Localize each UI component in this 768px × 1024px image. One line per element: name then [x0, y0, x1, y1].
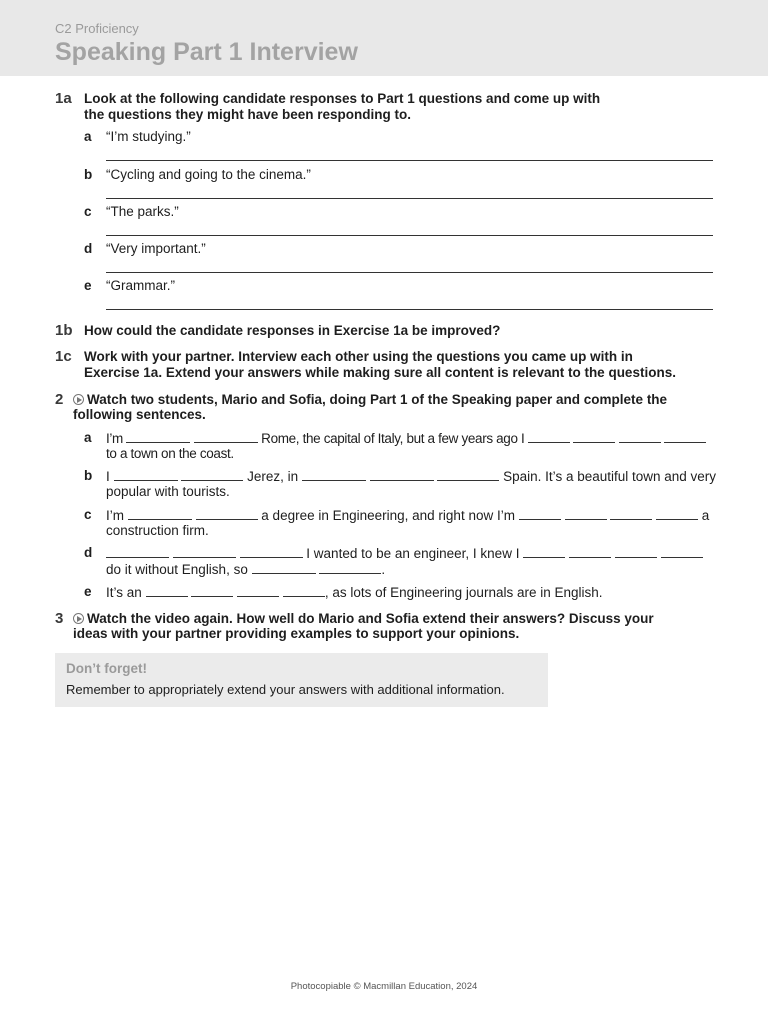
exercise-number-1b: 1b: [55, 322, 73, 339]
blank[interactable]: [240, 545, 303, 558]
sentence-d-line2: do it without English, so .: [106, 562, 386, 577]
blank[interactable]: [114, 468, 178, 481]
sentence-c-line2: construction firm.: [106, 523, 209, 538]
blank[interactable]: [106, 545, 169, 558]
answer-line[interactable]: [106, 235, 713, 236]
item-letter: e: [84, 584, 92, 599]
blank[interactable]: [252, 561, 316, 574]
blank[interactable]: [565, 507, 607, 520]
item-letter: a: [84, 129, 92, 144]
blank[interactable]: [191, 584, 233, 597]
exercise-number-1c: 1c: [55, 348, 72, 365]
exercise-3-instruction-line2: ideas with your partner providing examples to support your opinions.: [73, 626, 520, 641]
blank[interactable]: [173, 545, 236, 558]
tip-title: Don’t forget!: [66, 661, 147, 676]
blank[interactable]: [128, 507, 192, 520]
dont-forget-box: [55, 653, 548, 707]
exercise-1b-instruction: How could the candidate responses in Exercise 1a be improved?: [84, 323, 501, 338]
blank[interactable]: [661, 545, 703, 558]
blank[interactable]: [664, 430, 706, 443]
page-title: Speaking Part 1 Interview: [55, 38, 358, 66]
exercise-number-1a: 1a: [55, 90, 72, 107]
video-play-icon[interactable]: [73, 394, 84, 405]
blank[interactable]: [519, 507, 561, 520]
blank[interactable]: [319, 561, 381, 574]
item-letter: d: [84, 545, 93, 560]
candidate-response: “I’m studying.”: [106, 129, 191, 144]
exercise-1a-instruction-line2: the questions they might have been responding to.: [84, 107, 412, 122]
tip-body: Remember to appropriately extend your answers with additional information.: [66, 682, 505, 697]
blank[interactable]: [370, 468, 434, 481]
candidate-response: “The parks.”: [106, 204, 179, 219]
sentence-c-line1: I’m a degree in Engineering, and right now I’m a: [106, 508, 710, 523]
blank[interactable]: [656, 507, 698, 520]
item-letter: c: [84, 507, 92, 522]
footer-copyright: Photocopiable © Macmillan Education, 2024: [290, 981, 478, 992]
blank[interactable]: [615, 545, 657, 558]
blank[interactable]: [126, 430, 190, 443]
exercise-number-2: 2: [55, 391, 64, 408]
item-letter: b: [84, 468, 93, 483]
blank[interactable]: [573, 430, 615, 443]
level-label: C2 Proficiency: [55, 21, 139, 36]
answer-line[interactable]: [106, 160, 713, 161]
exercise-1c-instruction-line1: Work with your partner. Interview each other using the questions you came up with in: [84, 349, 633, 364]
exercise-2-instruction-line1: Watch two students, Mario and Sofia, doing Part 1 of the Speaking paper and complete the: [87, 392, 668, 407]
sentence-d-line1: I wanted to be an engineer, I knew I: [106, 545, 703, 562]
blank[interactable]: [181, 468, 243, 481]
exercise-3-instruction-line1: Watch the video again. How well do Mario and Sofia extend their answers? Discuss your: [87, 611, 654, 626]
sentence-a-line1: I’m Rome, the capital of Italy, but a few years ago I: [106, 430, 706, 447]
blank[interactable]: [528, 430, 570, 443]
sentence-e: It’s an , as lots of Engineering journals are in English.: [106, 585, 603, 600]
blank[interactable]: [283, 584, 325, 597]
blank[interactable]: [146, 584, 188, 597]
exercise-1c-instruction-line2: Exercise 1a. Extend your answers while making sure all content is relevant to the questions.: [84, 365, 676, 380]
answer-line[interactable]: [106, 309, 713, 310]
answer-line[interactable]: [106, 198, 713, 199]
blank[interactable]: [194, 430, 258, 443]
video-play-icon[interactable]: [73, 613, 84, 624]
answer-line[interactable]: [106, 272, 713, 273]
exercise-1a-instruction-line1: Look at the following candidate responses to Part 1 questions and come up with: [84, 91, 601, 106]
candidate-response: “Cycling and going to the cinema.”: [106, 167, 311, 182]
candidate-response: “Grammar.”: [106, 278, 175, 293]
blank[interactable]: [196, 507, 258, 520]
exercise-number-3: 3: [55, 610, 64, 627]
sentence-b-line2: popular with tourists.: [106, 484, 230, 499]
blank[interactable]: [302, 468, 366, 481]
blank[interactable]: [437, 468, 499, 481]
item-letter: d: [84, 241, 93, 256]
sentence-a-line2: to a town on the coast.: [106, 446, 234, 461]
sentence-b-line1: I Jerez, in Spain. It’s a beautiful town and very: [106, 469, 717, 484]
item-letter: c: [84, 204, 92, 219]
exercise-2-instruction-line2: following sentences.: [73, 407, 206, 422]
blank[interactable]: [610, 507, 652, 520]
item-letter: e: [84, 278, 92, 293]
page-header: [0, 0, 768, 76]
blank[interactable]: [569, 545, 611, 558]
blank[interactable]: [237, 584, 279, 597]
item-letter: b: [84, 167, 93, 182]
candidate-response: “Very important.”: [106, 241, 206, 256]
blank[interactable]: [523, 545, 565, 558]
blank[interactable]: [619, 430, 661, 443]
item-letter: a: [84, 430, 92, 445]
